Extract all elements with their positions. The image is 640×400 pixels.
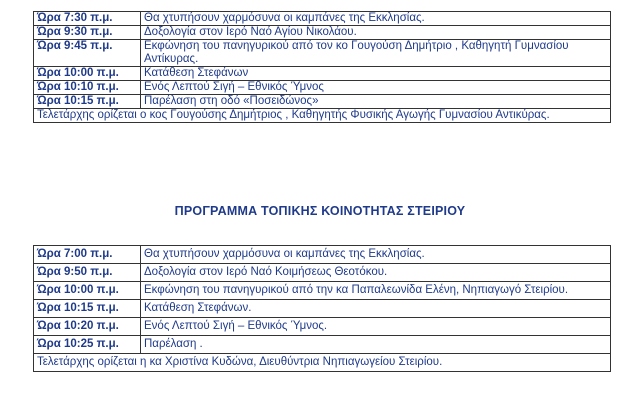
- event-cell: Θα χτυπήσουν χαρμόσυνα οι καμπάνες της Εκκλησίας.: [141, 12, 611, 26]
- schedule-table-1: [33, 11, 611, 123]
- time-cell: Ώρα 10:00 π.μ.: [34, 67, 141, 81]
- event-cell: Θα χτυπήσουν χαρμόσυνα οι καμπάνες της Εκκλησίας.: [141, 246, 611, 264]
- table-row: [34, 26, 611, 40]
- time-cell: Ώρα 9:30 π.μ.: [34, 26, 141, 40]
- event-cell: Κατάθεση Στεφάνων: [141, 67, 611, 81]
- table-row: [34, 354, 611, 372]
- event-cell: Ενός Λεπτού Σιγή – Εθνικός Ύμνος: [141, 81, 611, 95]
- time-cell: Ώρα 10:00 π.μ.: [34, 282, 141, 300]
- time-cell: Ώρα 9:45 π.μ.: [34, 40, 141, 67]
- table-row: [34, 109, 611, 123]
- event-cell: Κατάθεση Στεφάνων.: [141, 300, 611, 318]
- event-cell: Παρέλαση στη οδό «Ποσειδώνος»: [141, 95, 611, 109]
- time-cell: Ώρα 10:10 π.μ.: [34, 81, 141, 95]
- time-cell: Ώρα 10:15 π.μ.: [34, 95, 141, 109]
- time-cell: Ώρα 10:15 π.μ.: [34, 300, 141, 318]
- time-cell: Ώρα 7:30 π.μ.: [34, 12, 141, 26]
- time-cell: Ώρα 10:20 π.μ.: [34, 318, 141, 336]
- ceremony-master-note: Τελετάρχης ορίζεται η κα Χριστίνα Κυδώνα, Διευθύντρια Νηπιαγωγείου Στειρίου.: [34, 354, 611, 372]
- schedule-table-2: [33, 245, 611, 372]
- table-row: [34, 264, 611, 282]
- section-title: ΠΡΟΓΡΑΜΜΑ ΤΟΠΙΚΗΣ ΚΟΙΝΟΤΗΤΑΣ ΣΤΕΙΡΙΟΥ: [174, 204, 466, 218]
- table-row: [34, 318, 611, 336]
- table-row: [34, 300, 611, 318]
- table-row: [34, 336, 611, 354]
- time-cell: Ώρα 7:00 π.μ.: [34, 246, 141, 264]
- event-cell: Εκφώνηση του πανηγυρικού από τον κο Γουγούση Δημήτριο , Καθηγητή Γυμνασίου Αντίκυρας.: [141, 40, 611, 67]
- table-row: [34, 67, 611, 81]
- event-cell: Παρέλαση .: [141, 336, 611, 354]
- event-cell: Εκφώνηση του πανηγυρικού από την κα Παπαλεωνίδα Ελένη, Νηπιαγωγό Στειρίου.: [141, 282, 611, 300]
- time-cell: Ώρα 10:25 π.μ.: [34, 336, 141, 354]
- ceremony-master-note: Τελετάρχης ορίζεται ο κος Γουγούσης Δημήτριος , Καθηγητής Φυσικής Αγωγής Γυμνασίου Αντικύρας.: [34, 109, 611, 123]
- event-cell: Δοξολογία στον Ιερό Ναό Κοιμήσεως Θεοτόκου.: [141, 264, 611, 282]
- event-cell: Ενός Λεπτού Σιγή – Εθνικός Ύμνος.: [141, 318, 611, 336]
- table-row: [34, 40, 611, 67]
- table-row: [34, 246, 611, 264]
- time-cell: Ώρα 9:50 π.μ.: [34, 264, 141, 282]
- table-row: [34, 95, 611, 109]
- table-row: [34, 282, 611, 300]
- table-row: [34, 12, 611, 26]
- event-cell: Δοξολογία στον Ιερό Ναό Αγίου Νικολάου.: [141, 26, 611, 40]
- table-row: [34, 81, 611, 95]
